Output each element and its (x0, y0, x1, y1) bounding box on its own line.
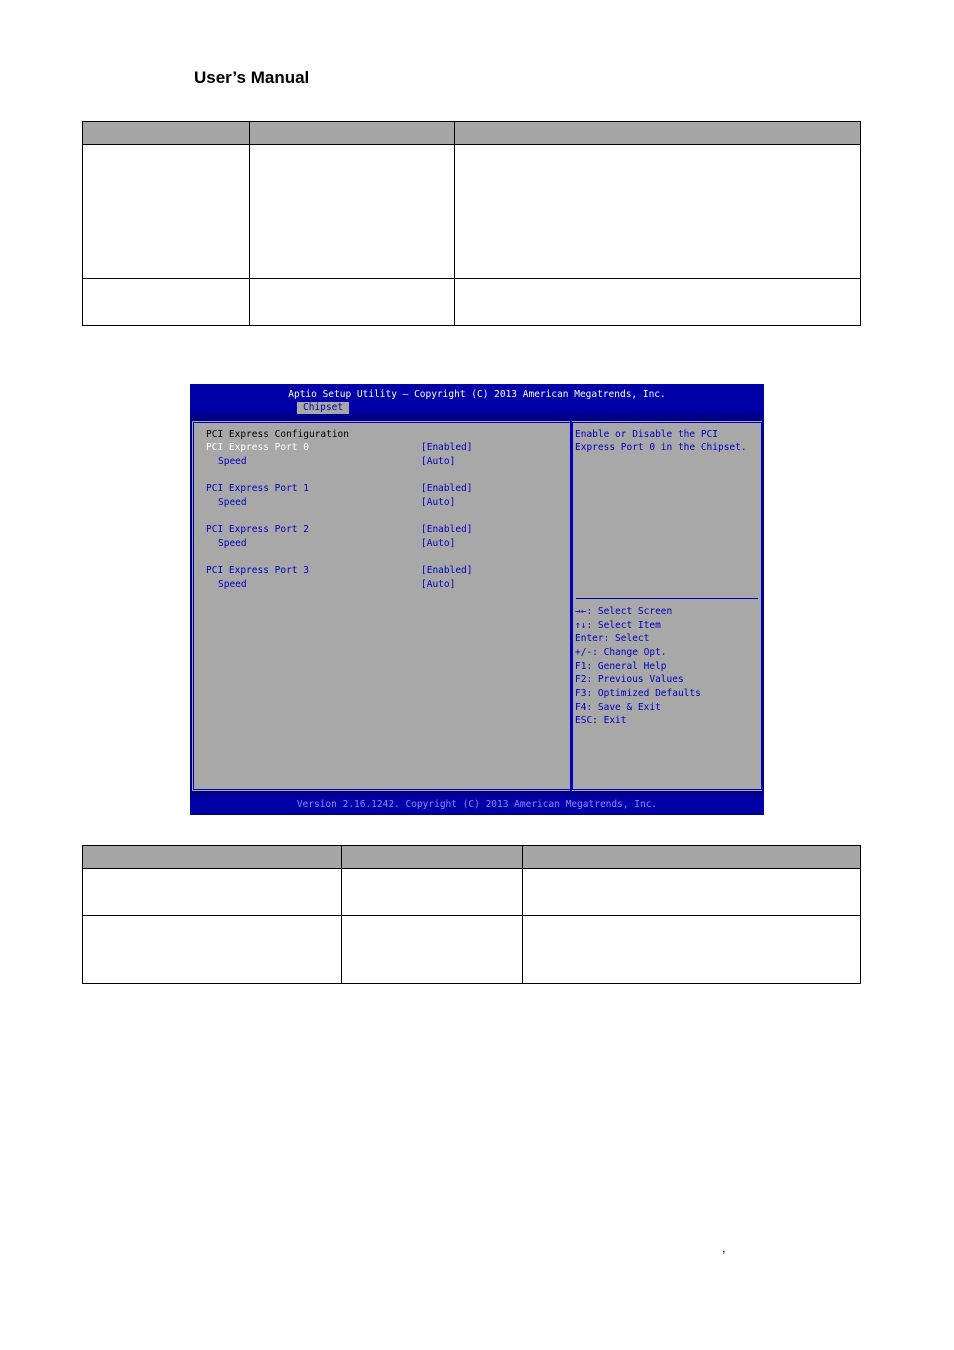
key-hint: →←: Select Screen (575, 606, 673, 617)
options-table-bottom (82, 845, 861, 984)
table-header-row (83, 122, 861, 145)
help-divider (576, 598, 758, 599)
port-0-speed-label[interactable]: Speed (218, 456, 247, 467)
port-1-speed-label[interactable]: Speed (218, 497, 247, 508)
port-1-label[interactable]: PCI Express Port 1 (206, 483, 309, 494)
footnote-mark: , (722, 1240, 726, 1255)
table-row (83, 279, 861, 326)
table-row (83, 916, 861, 984)
port-2-speed-value[interactable]: [Auto] (421, 538, 456, 549)
bios-version-bar: Version 2.16.1242. Copyright (C) 2013 American Megatrends, Inc. (190, 797, 764, 813)
help-text-line-1: Enable or Disable the PCI (575, 429, 718, 440)
bios-main-panel (193, 422, 571, 790)
port-3-speed-label[interactable]: Speed (218, 579, 247, 590)
bios-screenshot (190, 384, 764, 815)
port-2-value[interactable]: [Enabled] (421, 524, 473, 535)
bios-body (192, 421, 762, 791)
table-row (83, 145, 861, 279)
key-hint: ESC: Exit (575, 715, 627, 726)
key-hint: F3: Optimized Defaults (575, 688, 701, 699)
table-row (83, 869, 861, 916)
port-0-label[interactable]: PCI Express Port 0 (206, 442, 309, 453)
port-3-value[interactable]: [Enabled] (421, 565, 473, 576)
port-0-value[interactable]: [Enabled] (421, 442, 473, 453)
port-2-speed-label[interactable]: Speed (218, 538, 247, 549)
help-text-line-2: Express Port 0 in the Chipset. (575, 442, 747, 453)
port-1-speed-value[interactable]: [Auto] (421, 497, 456, 508)
port-0-speed-value[interactable]: [Auto] (421, 456, 456, 467)
document-header: User’s Manual (194, 68, 310, 87)
options-table-top (82, 121, 861, 326)
section-heading: PCI Express Configuration (206, 429, 349, 440)
key-hint: +/-: Change Opt. (575, 647, 667, 658)
bios-title: Aptio Setup Utility – Copyright (C) 2013 American Megatrends, Inc. (288, 389, 666, 400)
port-2-label[interactable]: PCI Express Port 2 (206, 524, 309, 535)
tab-chipset[interactable]: Chipset (297, 402, 349, 414)
key-hint: F2: Previous Values (575, 674, 684, 685)
key-hint: ↑↓: Select Item (575, 620, 661, 631)
bios-title-bar (190, 384, 764, 413)
table-header-row (83, 846, 861, 869)
key-hint: Enter: Select (575, 633, 650, 644)
key-hint: F4: Save & Exit (575, 702, 661, 713)
port-1-value[interactable]: [Enabled] (421, 483, 473, 494)
port-3-label[interactable]: PCI Express Port 3 (206, 565, 309, 576)
key-hint: F1: General Help (575, 661, 667, 672)
port-3-speed-value[interactable]: [Auto] (421, 579, 456, 590)
